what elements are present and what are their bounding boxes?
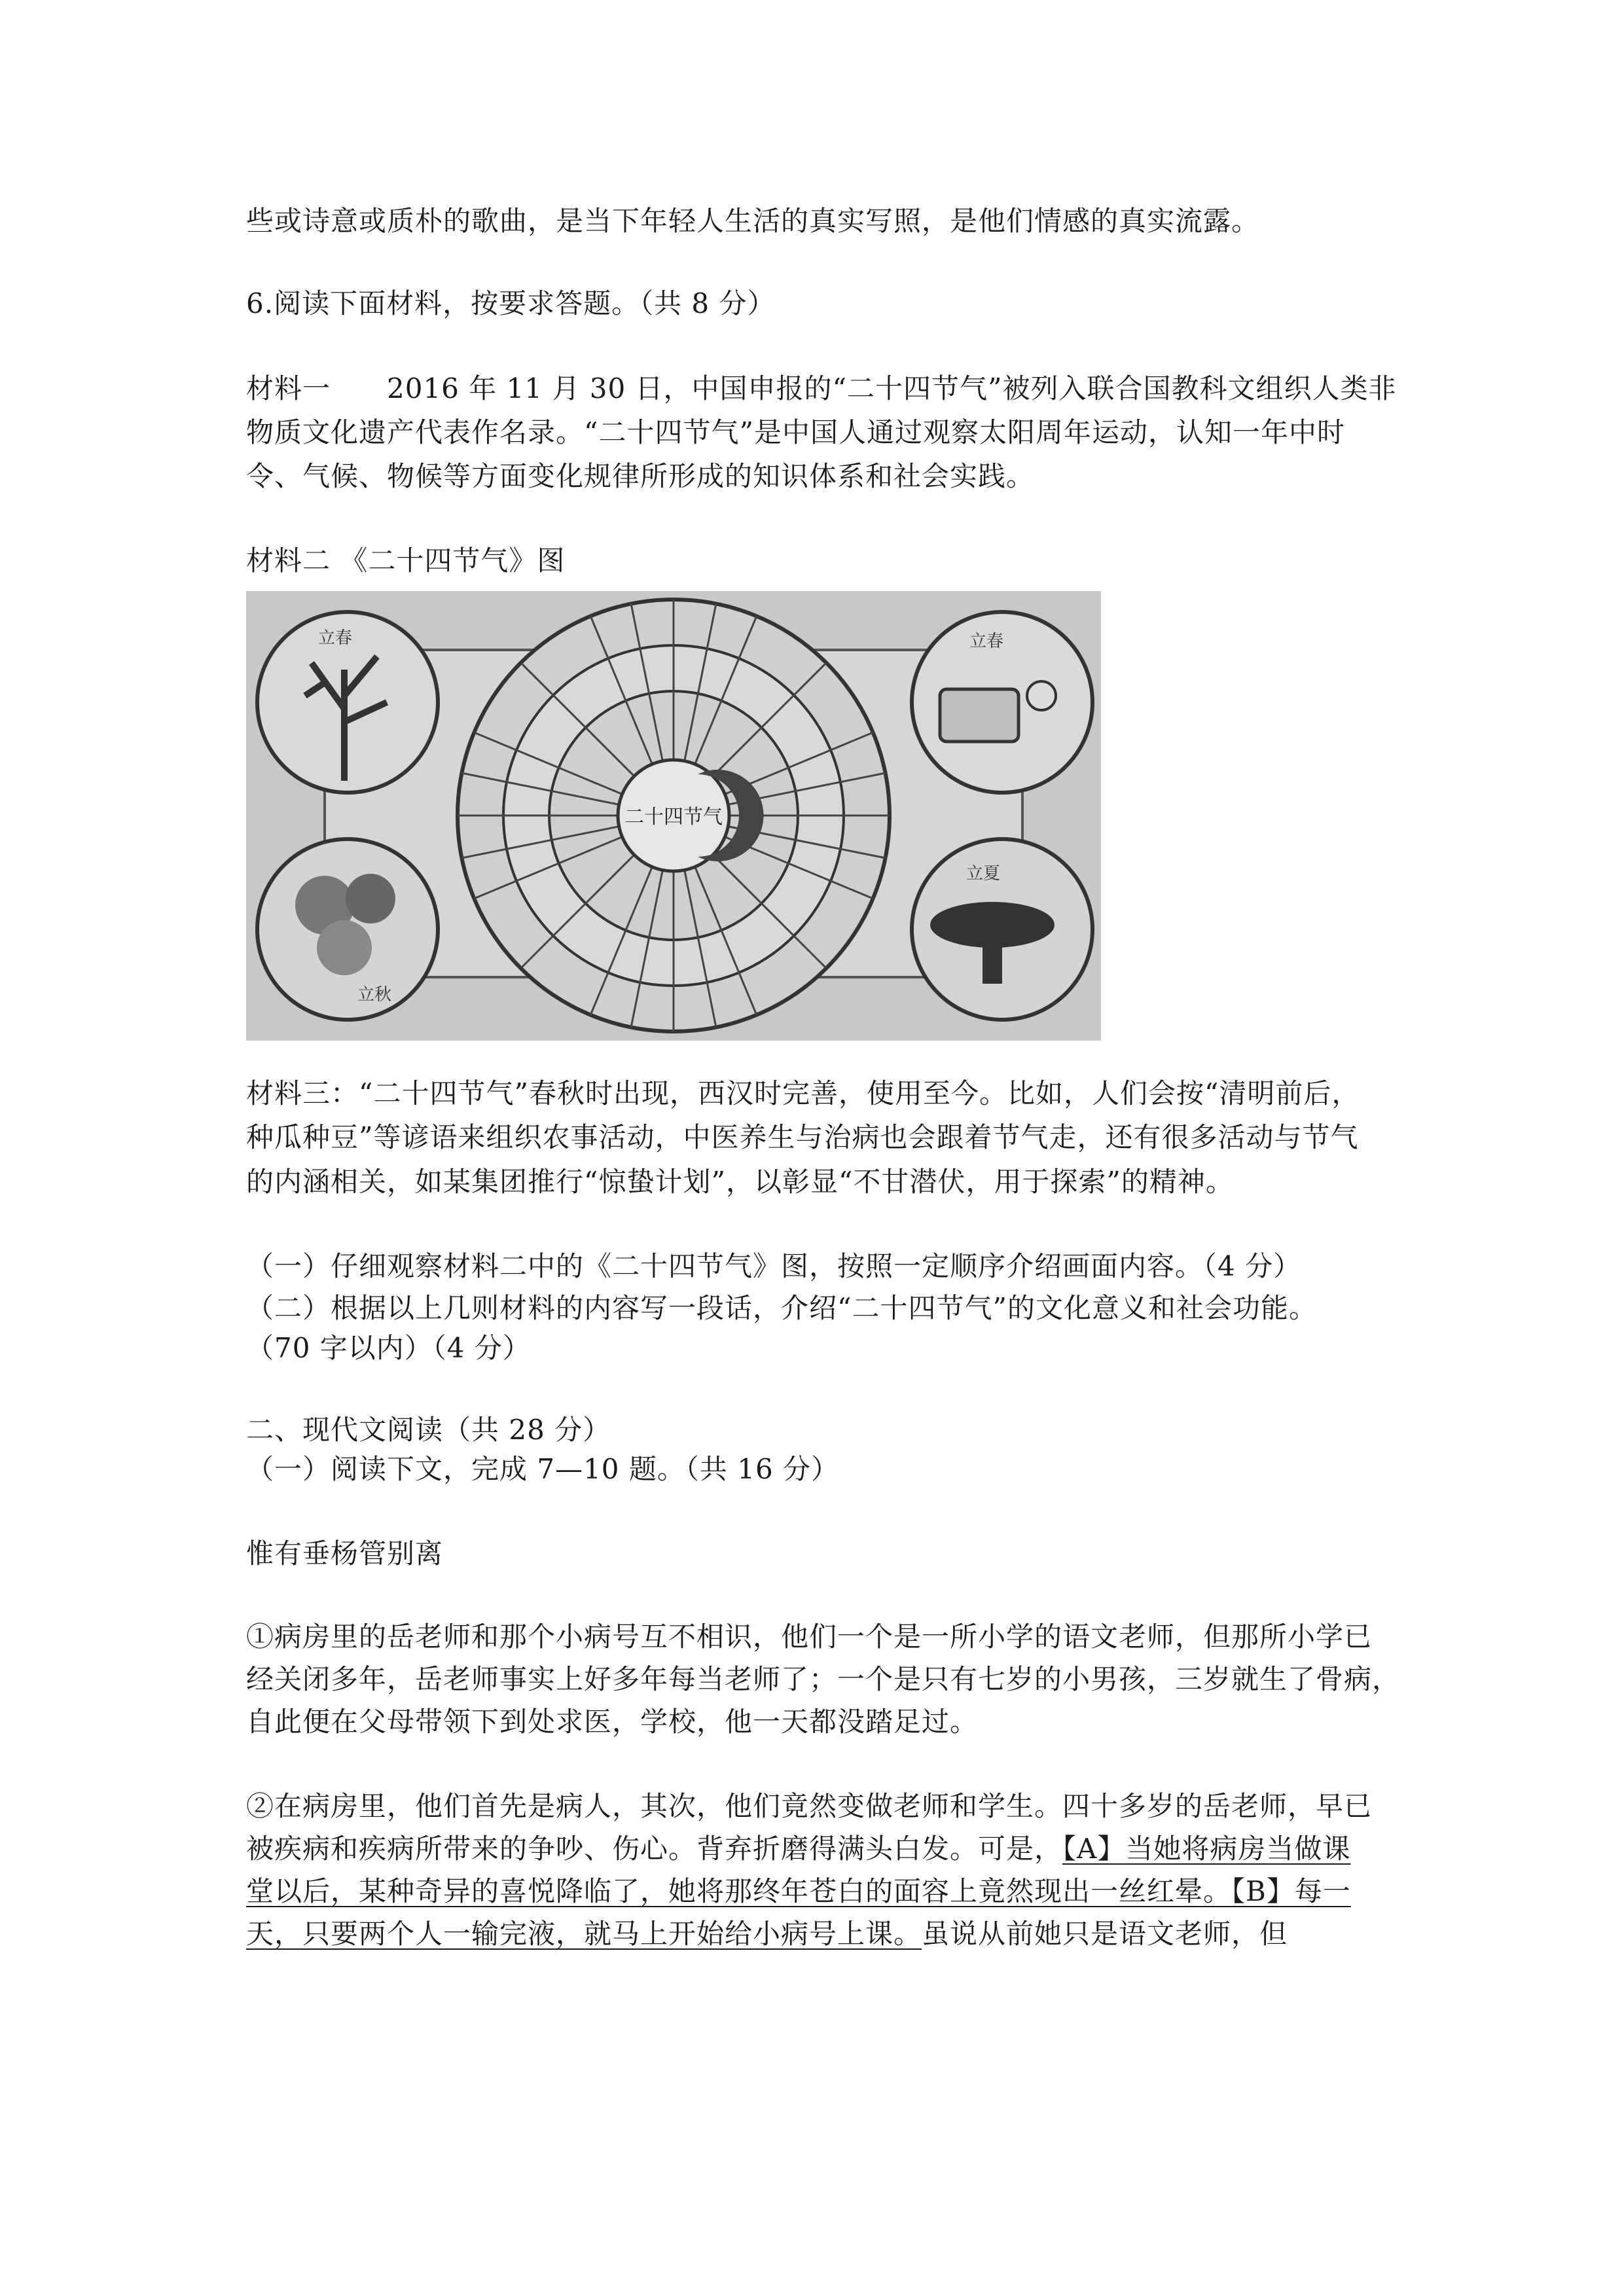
sub-question-1: （一）仔细观察材料二中的《二十四节气》图，按照一定顺序介绍画面内容。（4 分）: [246, 1250, 1302, 1282]
text-line: 些或诗意或质朴的歌曲，是当下年轻人生活的真实写照，是他们情感的真实流露。: [246, 205, 1260, 237]
spring-ox-circle: [912, 612, 1092, 793]
underlined-text: 【A】当她将病房当做课: [1062, 1833, 1351, 1865]
material-1-line: 令、气候、物候等方面变化规律所形成的知识体系和社会实践。: [246, 460, 1035, 492]
paragraph-1-line: 自此便在父母带领下到处求医，学校，他一天都没踏足过。: [246, 1706, 979, 1738]
sub-question-2-cont: （70 字以内）（4 分）: [246, 1332, 531, 1364]
svg-text:立春: 立春: [969, 632, 1004, 651]
material-3-line: 种瓜种豆”等谚语来组织农事活动，中医养生与治病也会跟着节气走，还有很多活动与节气: [246, 1121, 1359, 1153]
paragraph-1-line: ①病房里的岳老师和那个小病号互不相识，他们一个是一所小学的语文老师，但那所小学已: [246, 1621, 1373, 1653]
plain-text: 虽说从前她只是语文老师，但: [922, 1918, 1288, 1950]
paragraph-2-line: [246, 1916, 1288, 1952]
autumn-flower-circle: [257, 839, 438, 1020]
svg-text:立春: 立春: [318, 628, 353, 648]
section-2-heading: 二、现代文阅读（共 28 分）: [246, 1414, 611, 1446]
material-2-label: 材料二 《二十四节气》图: [246, 545, 566, 577]
material-1-line: 材料一 2016 年 11 月 30 日，中国申报的“二十四节气”被列入联合国教科文组织人类非: [246, 372, 1397, 404]
svg-text:立秋: 立秋: [357, 985, 392, 1005]
subsection-heading: （一）阅读下文，完成 7—10 题。（共 16 分）: [246, 1453, 840, 1485]
article-title: 惟有垂杨管别离: [246, 1537, 444, 1570]
spring-tree-circle: [257, 612, 438, 793]
wheel-center-label: 二十四节气: [624, 806, 723, 829]
underlined-text: 天，只要两个人一输完液，就马上开始给小病号上课。: [246, 1918, 922, 1950]
material-3-line: 材料三：“二十四节气”春秋时出现，西汉时完善，使用至今。比如，人们会按“清明前后，: [246, 1077, 1360, 1109]
question-6-heading: 6.阅读下面材料，按要求答题。（共 8 分）: [246, 287, 776, 319]
paragraph-2-underlined-line: 堂以后，某种奇异的喜悦降临了，她将那终年苍白的面容上竟然现出一丝红晕。【B】每一: [246, 1875, 1351, 1907]
plain-text: 被疾病和疾病所带来的争吵、伤心。背弃折磨得满头白发。可是，: [246, 1833, 1063, 1865]
paragraph-2-line: ②在病房里，他们首先是病人，其次，他们竟然变做老师和学生。四十多岁的岳老师，早已: [246, 1790, 1373, 1822]
solar-terms-figure: [246, 591, 1101, 1041]
summer-mushroom-circle: [912, 839, 1092, 1020]
paragraph-1-line: 经关闭多年，岳老师事实上好多年每当老师了；一个是只有七岁的小男孩，三岁就生了骨病，: [246, 1663, 1401, 1695]
material-3-line: 的内涵相关，如某集团推行“惊蛰计划”，以彰显“不甘潜伏，用于探索”的精神。: [246, 1166, 1234, 1198]
sub-question-2: （二）根据以上几则材料的内容写一段话，介绍“二十四节气”的文化意义和社会功能。: [246, 1292, 1317, 1324]
paragraph-2-line: [246, 1831, 1350, 1867]
solar-terms-wheel: [458, 600, 890, 1031]
material-1-line: 物质文化遗产代表作名录。“二十四节气”是中国人通过观察太阳周年运动，认知一年中时: [246, 416, 1345, 448]
svg-text:立夏: 立夏: [966, 864, 1001, 884]
